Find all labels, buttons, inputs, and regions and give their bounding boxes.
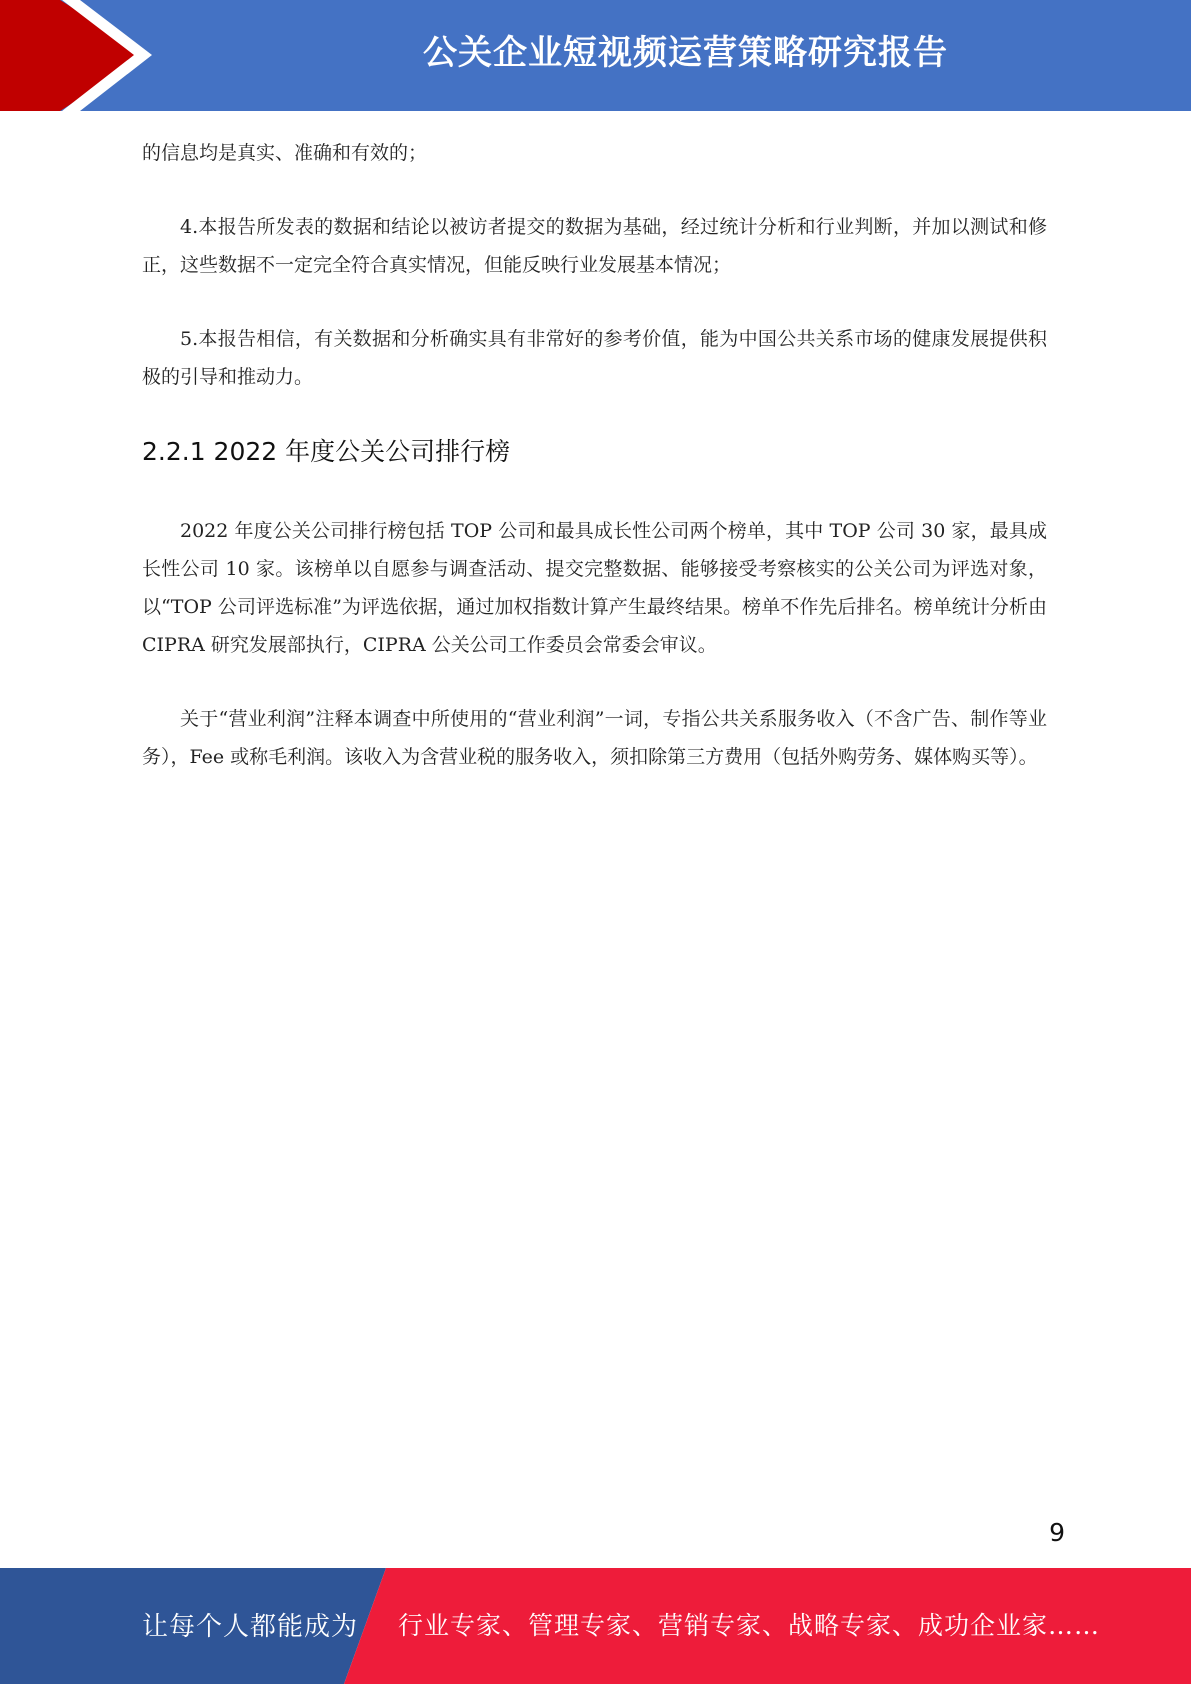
page-body [142,134,1047,812]
paragraph-item-5: 5.本报告相信，有关数据和分析确实具有非常好的参考价值，能为中国公共关系市场的健康发展提供积极的引导和推动力。 [142,328,1047,388]
report-title: 公关企业短视频运营策略研究报告 [423,33,948,73]
page-number: 9 [1049,1518,1065,1547]
footer-slogan-right: 行业专家、管理专家、营销专家、战略专家、成功企业家…… [398,1611,1101,1640]
paragraph-profit-note: 关于“营业利润”注释本调查中所使用的“营业利润”一词，专指公共关系服务收入（不含广告、制作等业务），Fee 或称毛利润。该收入为含营业税的服务收入，须扣除第三方费用（包括外购劳务、媒体购买等）。 [142,708,1047,768]
paragraph-item-4: 4.本报告所发表的数据和结论以被访者提交的数据为基础，经过统计分析和行业判断，并加以测试和修正，这些数据不一定完全符合真实情况，但能反映行业发展基本情况； [142,216,1047,276]
header-red-arrow [0,0,148,111]
page-header [0,0,1191,111]
section-heading: 2.2.1 2022 年度公关公司排行榜 [142,437,511,466]
footer-slogan-left: 让每个人都能成为 [142,1612,359,1642]
paragraph-ranking: 2022 年度公关公司排行榜包括 TOP 公司和最具成长性公司两个榜单，其中 TOP 公司 30 家，最具成长性公司 10 家。该榜单以自愿参与调查活动、提交完整数据、能够接受考察核实的公关公司为评选对象，以“TOP 公司评选标准”为评选依据，通过加权指数计算产生最终结果。榜单不作先后排名。榜单统计分析由 CIPRA 研究发展部执行，CIPRA 公关公司工作委员会常委会审议。 [142,520,1047,656]
page-footer [0,1568,1191,1684]
paragraph-continuation: 的信息均是真实、准确和有效的； [142,142,428,164]
